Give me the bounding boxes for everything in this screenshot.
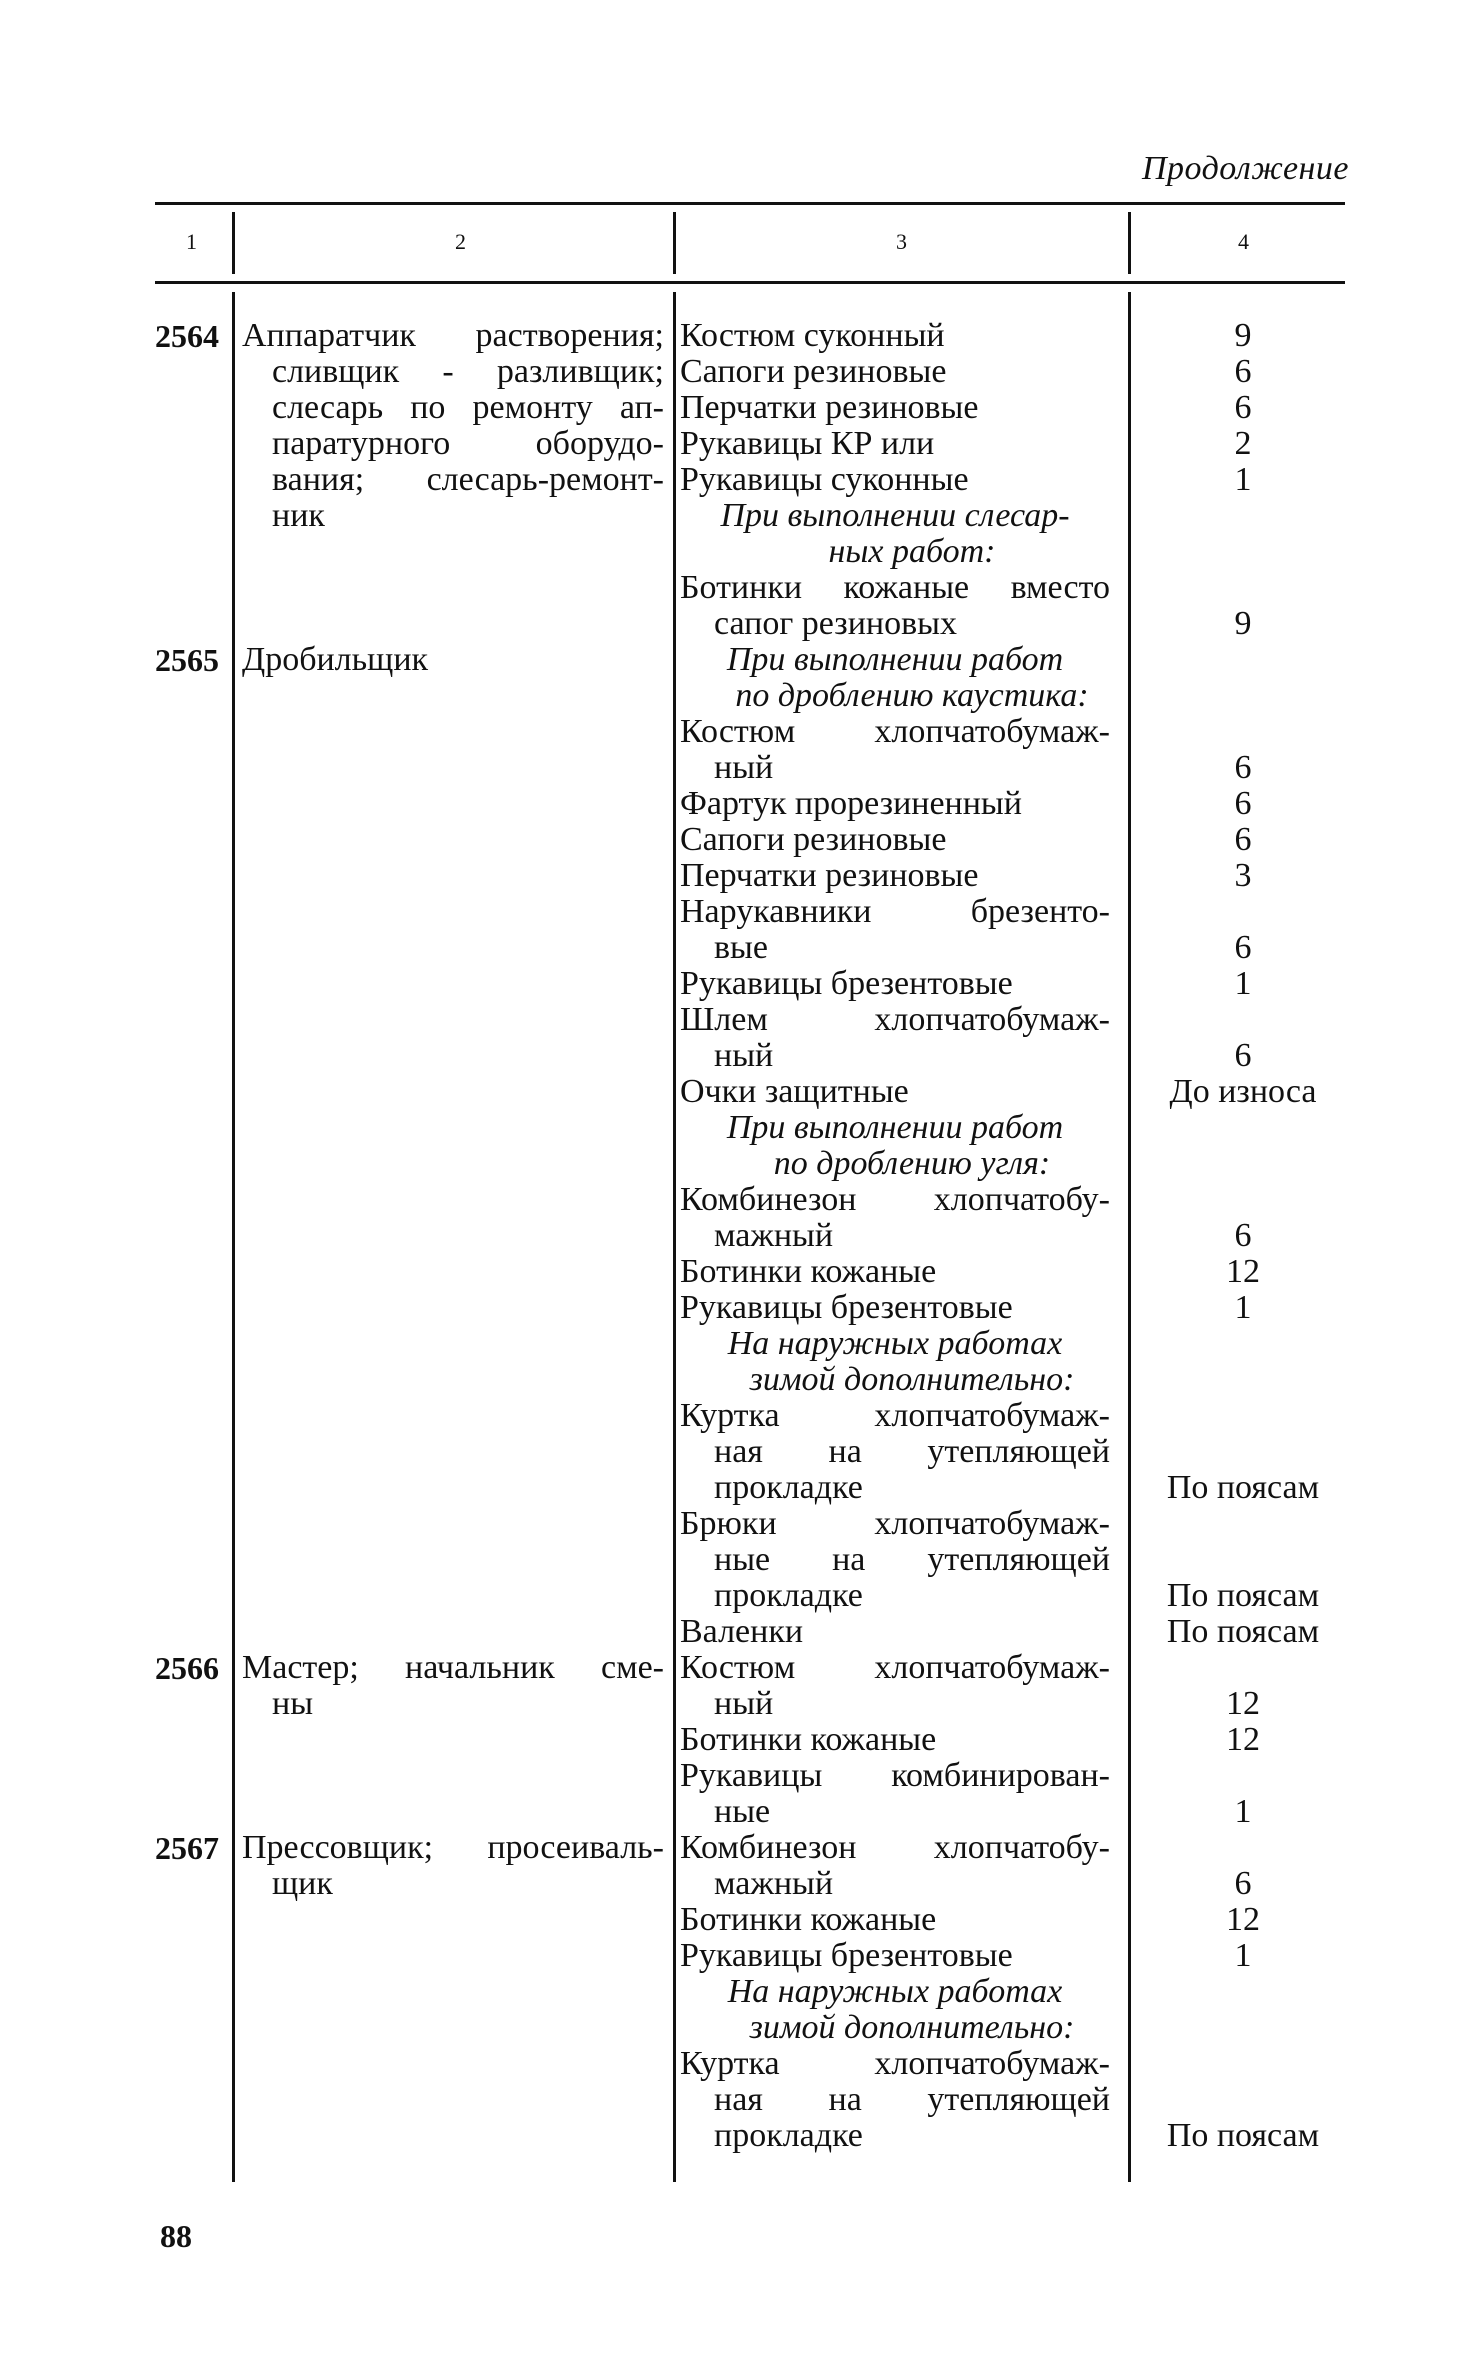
item-line: Брюки хлопчатобумаж- [680,1505,1110,1542]
item-line: прокладке [714,1469,863,1506]
item-line: При выполнении работ [726,641,1064,678]
wear-period: 6 [1234,1865,1252,1902]
section-note [680,498,1110,570]
equipment-item [680,786,1110,822]
column-number-1: 1 [186,229,197,254]
equipment-item [680,390,1110,426]
item-line: Валенки [680,1613,804,1650]
item-line: Рукавицы КР или [680,425,935,462]
item-line: Перчатки резиновые [680,389,979,426]
wear-period: По поясам [1166,1613,1320,1650]
wear-period: 12 [1226,1721,1260,1758]
item-line: При выполнении работ [726,1109,1064,1146]
wear-period: 9 [1234,605,1252,642]
wear-period: 6 [1234,1037,1252,1074]
item-line: Комбинезон хлопчатобу- [680,1829,1110,1866]
wear-period: 6 [1234,353,1252,390]
row-code: 2565 [155,642,219,678]
row-code: 2566 [155,1650,219,1686]
profession-line: слесарь по ремонту ап- [272,389,664,426]
item-line: Рукавицы комбинирован- [680,1757,1110,1794]
item-line: Костюм хлопчатобумаж- [680,1649,1110,1686]
body-divider-1 [232,292,235,2182]
wear-period: 6 [1234,389,1252,426]
column-divider-2 [673,212,676,274]
equipment-item [680,570,1110,642]
item-line: ный [714,1037,774,1074]
profession-cell [242,1830,664,1902]
item-line: прокладке [714,1577,863,1614]
wear-period: До износа [1169,1073,1317,1110]
continuation-heading: Продолжение [1141,150,1349,187]
profession-line: Прессовщик; просеиваль- [242,1829,664,1866]
item-line: Куртка хлопчатобумаж- [680,2045,1110,2082]
equipment-item [680,1254,1110,1290]
item-line: Рукавицы брезентовые [680,1289,1013,1326]
profession-cell [242,642,664,678]
column-number-3: 3 [896,229,907,254]
item-line: прокладке [714,2117,863,2154]
item-line: На наружных работах [727,1973,1063,2010]
profession-line: ны [272,1685,314,1722]
item-line: Ботинки кожаные [680,1253,937,1290]
item-line: Рукавицы брезентовые [680,965,1013,1002]
item-line: Ботинки кожаные вместо [680,569,1110,606]
equipment-item [680,1830,1110,1902]
item-line: ных работ: [828,533,996,570]
item-line: Очки защитные [680,1073,909,1110]
item-line: ные на утепляющей [714,1541,1110,1578]
wear-period: По поясам [1166,1577,1320,1614]
page-number: 88 [160,2218,192,2254]
item-line: Нарукавники брезенто- [680,893,1110,930]
equipment-item [680,426,1110,462]
item-line: На наружных работах [727,1325,1063,1362]
wear-period: По поясам [1166,2117,1320,2154]
item-line: Куртка хлопчатобумаж- [680,1397,1110,1434]
profession-line: сливщик - разливщик; [272,353,664,390]
item-line: вые [714,929,768,966]
wear-period: 12 [1226,1901,1260,1938]
item-line: сапог резиновых [714,605,958,642]
equipment-item [680,1290,1110,1326]
wear-period: 9 [1234,317,1252,354]
body-divider-2 [673,292,676,2182]
section-note [680,1326,1110,1398]
profession-line: щик [272,1865,333,1902]
equipment-item [680,1902,1110,1938]
column-number-2: 2 [455,229,466,254]
wear-period: По поясам [1166,1469,1320,1506]
item-line: мажный [714,1217,834,1254]
item-line: ный [714,749,774,786]
wear-period: 1 [1234,1937,1252,1974]
equipment-item [680,894,1110,966]
item-line: ная на утепляющей [714,2081,1110,2118]
item-line: ный [714,1685,774,1722]
item-line: Сапоги резиновые [680,353,947,390]
item-line: Ботинки кожаные [680,1901,937,1938]
equipment-item [680,1614,1110,1650]
row-code: 2564 [155,318,219,354]
equipment-item [680,1758,1110,1830]
wear-period: 6 [1234,785,1252,822]
wear-period: 2 [1234,425,1252,462]
equipment-item [680,318,1110,354]
item-line: Комбинезон хлопчатобу- [680,1181,1110,1218]
table-header-rule [155,281,1345,284]
equipment-item [680,1650,1110,1722]
equipment-item [680,822,1110,858]
item-line: Рукавицы суконные [680,461,969,498]
equipment-item [680,1722,1110,1758]
item-line: Фартук прорезиненный [680,785,1022,822]
profession-cell [242,1650,664,1722]
item-line: ная на утепляющей [714,1433,1110,1470]
equipment-item [680,858,1110,894]
equipment-item [680,2046,1110,2154]
item-line: ные [714,1793,771,1830]
wear-period: 12 [1226,1253,1260,1290]
item-line: Ботинки кожаные [680,1721,937,1758]
column-divider-3 [1128,212,1131,274]
item-line: Костюм хлопчатобумаж- [680,713,1110,750]
profession-line: Аппаратчик растворения; [242,317,664,354]
equipment-item [680,1182,1110,1254]
item-line: зимой дополнительно: [749,2009,1075,2046]
profession-cell [242,318,664,534]
section-note [680,1110,1110,1182]
profession-line: паратурного оборудо- [272,425,664,462]
column-number-4: 4 [1238,229,1249,254]
item-line: Шлем хлопчатобумаж- [680,1001,1110,1038]
wear-period: 6 [1234,929,1252,966]
wear-period: 1 [1234,1793,1252,1830]
item-line: зимой дополнительно: [749,1361,1075,1398]
wear-period: 6 [1234,1217,1252,1254]
equipment-item [680,966,1110,1002]
wear-period: 12 [1226,1685,1260,1722]
profession-line: ник [272,497,325,534]
equipment-item [680,1074,1110,1110]
item-line: При выполнении слесар- [720,497,1070,534]
section-note [680,642,1110,714]
wear-period: 3 [1234,857,1252,894]
equipment-item [680,1398,1110,1506]
equipment-item [680,1002,1110,1074]
wear-period: 1 [1234,965,1252,1002]
equipment-item [680,354,1110,390]
profession-line: Мастер; начальник сме- [242,1649,664,1686]
wear-period: 1 [1234,461,1252,498]
item-line: Рукавицы брезентовые [680,1937,1013,1974]
item-line: Перчатки резиновые [680,857,979,894]
item-line: Костюм суконный [680,317,945,354]
table-top-rule [155,202,1345,205]
profession-line: вания; слесарь-ремонт- [272,461,664,498]
item-line: по дроблению угля: [773,1145,1051,1182]
equipment-item [680,714,1110,786]
wear-period: 6 [1234,749,1252,786]
equipment-item [680,462,1110,498]
item-line: Сапоги резиновые [680,821,947,858]
profession-line: Дробильщик [242,641,429,678]
row-code: 2567 [155,1830,219,1866]
equipment-item [680,1506,1110,1614]
wear-period: 1 [1234,1289,1252,1326]
item-line: по дроблению каустика: [735,677,1089,714]
item-line: мажный [714,1865,834,1902]
column-divider-1 [232,212,235,274]
section-note [680,1974,1110,2046]
wear-period: 6 [1234,821,1252,858]
equipment-item [680,1938,1110,1974]
